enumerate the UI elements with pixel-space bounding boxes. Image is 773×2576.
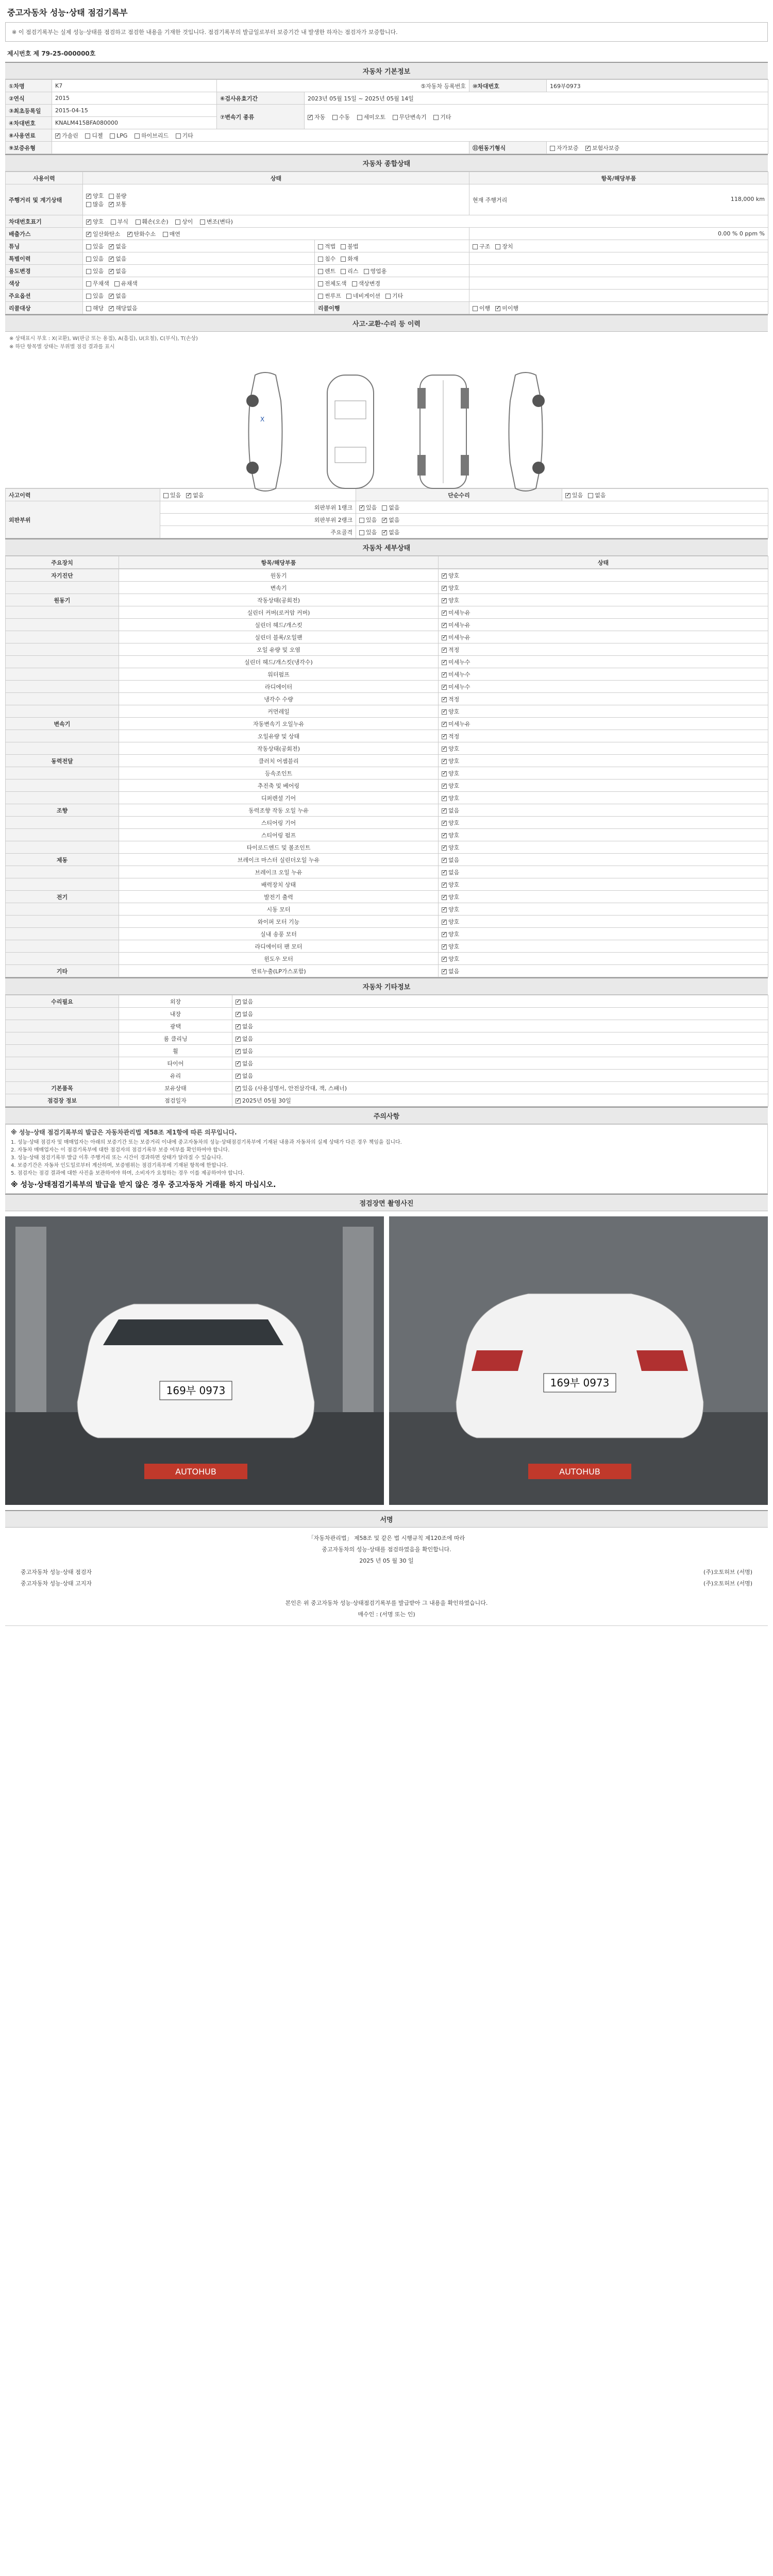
value-emission-reading: 0.00 % 0 ppm % <box>469 228 768 240</box>
label-special-history: 특별이력 <box>6 252 83 265</box>
detail-rows-table <box>5 569 768 977</box>
detail-row <box>6 755 768 767</box>
svg-text:X: X <box>260 416 265 423</box>
detail-group: 원동기 <box>6 594 119 606</box>
detail-group: 자기진단 <box>6 569 119 582</box>
detail-item: 와이퍼 모터 기능 <box>119 916 439 928</box>
detail-item: 스티어링 기어 <box>119 817 439 829</box>
overall-state-table: 사용이력 상태 항목/해당부품 주행거리 및 계기상태 ✓양호 불량 많음✓ 보통 현재 주행거리 118,000 km 차대번호표기 ✓ 양호 부식 훼손(오손) 상이 변조(변타) 배출가스 ✓ 일산화탄소 ✓ 탄화수소 매연 0.00 % 0 ppm % 튜닝 있음✓ 없음 적법 불법 구조 장치 특별이력 있음✓ 없음 침수 화재 용도변경 있음✓ 없음 렌트 리스 영업용 색상 무채색 유채색 전체도색 색상변경 주요옵션 있음✓ 없음 썬루프 네비게이션 기타 리콜대상 해당✓ 해당없음 리콜이행 이행✓ 미이행 <box>5 172 768 314</box>
detail-row <box>6 681 768 693</box>
other-item: 룸 클리닝 <box>119 1032 232 1045</box>
value-mileage: 현재 주행거리 118,000 km <box>469 184 768 215</box>
detail-item: 오일 유량 및 오염 <box>119 643 439 656</box>
other-group <box>6 1008 119 1020</box>
section-notes: 주의사항 <box>5 1107 768 1124</box>
state-cell: ✓ 적정 <box>439 730 768 742</box>
car-frame-view-icon <box>407 370 479 494</box>
section-detail-state: 자동차 세부상태 <box>5 538 768 556</box>
other-item: 내장 <box>119 1008 232 1020</box>
value-vin-mark: ✓ 양호 부식 훼손(오손) 상이 변조(변타) <box>83 215 768 228</box>
detail-row <box>6 779 768 792</box>
front-plate: 169부 0973 <box>166 1384 226 1397</box>
other-group <box>6 1045 119 1057</box>
document-body <box>5 0 768 1626</box>
car-left-side-icon <box>234 370 296 494</box>
detail-item: 클러치 어셈블리 <box>119 755 439 767</box>
detail-group <box>6 817 119 829</box>
other-group <box>6 1032 119 1045</box>
detail-item: 냉각수 수량 <box>119 693 439 705</box>
label-reg-number: ⑩차대번호 <box>469 80 547 92</box>
detail-item: 동력조향 작동 오일 누유 <box>119 804 439 817</box>
detail-item: 실린더 커버(로커암 커버) <box>119 606 439 619</box>
section-overall-state: 자동차 종합상태 <box>5 154 768 172</box>
detail-row <box>6 928 768 940</box>
detail-group <box>6 668 119 681</box>
label-vin-mark: 차대번호표기 <box>6 215 83 228</box>
detail-item: 작동상태(공회전) <box>119 742 439 755</box>
value-vin: KNALM415BFA080000 <box>52 117 217 129</box>
state-cell: ✓ 양호 <box>439 779 768 792</box>
detail-item: 등속조인트 <box>119 767 439 779</box>
other-item: 점검일자 <box>119 1094 232 1107</box>
state-cell: ✓ 없음 <box>232 1070 768 1082</box>
detail-row <box>6 594 768 606</box>
value-transmission: ✓ 자동 수동 세미오토 무단변속기 기타 <box>305 105 768 129</box>
detail-item: 윈도우 모터 <box>119 953 439 965</box>
section-other: 자동차 기타정보 <box>5 977 768 995</box>
state-cell: ✓ 양호 <box>439 569 768 582</box>
other-item: 타이어 <box>119 1057 232 1070</box>
detail-row <box>6 916 768 928</box>
value-year: 2015 <box>52 92 217 105</box>
state-cell: ✓ 미세누수 <box>439 681 768 693</box>
value-mileage-state: ✓양호 불량 많음✓ 보통 <box>83 184 469 215</box>
rear-lift-brand: AUTOHUB <box>559 1467 600 1477</box>
state-cell: ✓ 양호 <box>439 594 768 606</box>
detail-item: 연료누출(LP가스포함) <box>119 965 439 977</box>
signature-block: 「자동차관리법」 제58조 및 같은 법 시행규칙 제120조에 따라 중고자동차의 성능·상태를 점검하였음을 확인합니다. 2025 년 05 월 30 일 중고자동차 성능·상태 점검자 (주)오토허브 (서명) 중고자동차 성능·상태 고지자 (주)오토허브 (서명) 본인은 위 중고자동차 성능·상태점검기록부를 발급받아 그 내용을 확인하였습니다. 매수인 : (서명 또는 인) <box>5 1528 768 1626</box>
state-cell: ✓ 없음 <box>232 995 768 1008</box>
accident-table: 사고이력 있음✓ 없음 단순수리 ✓ 있음 없음 외판부위 외판부위 1랭크 ✓ 있음 없음 외판부위 2랭크 있음✓ 없음 주요골격 있음✓ 없음 <box>5 488 768 538</box>
detail-item: 작동상태(공회전) <box>119 594 439 606</box>
other-row <box>6 1057 768 1070</box>
other-row <box>6 1032 768 1045</box>
detail-group <box>6 643 119 656</box>
state-cell: ✓ 없음 <box>439 965 768 977</box>
detail-row <box>6 668 768 681</box>
detail-item: 원동기 <box>119 569 439 582</box>
detail-item: 실내 송풍 모터 <box>119 928 439 940</box>
state-cell: ✓ 없음 <box>232 1008 768 1020</box>
detail-group <box>6 953 119 965</box>
detail-item: 브레이크 마스터 실린더오일 누유 <box>119 854 439 866</box>
detail-row <box>6 767 768 779</box>
detail-row <box>6 965 768 977</box>
label-warranty: ⑨보증유형 <box>6 142 52 154</box>
detail-group <box>6 928 119 940</box>
other-item: 광택 <box>119 1020 232 1032</box>
label-year: ②연식 <box>6 92 52 105</box>
detail-row <box>6 940 768 953</box>
other-row <box>6 1082 768 1094</box>
detail-row <box>6 878 768 891</box>
front-lift-brand: AUTOHUB <box>175 1467 216 1477</box>
section-photos: 점검장면 촬영사진 <box>5 1194 768 1211</box>
state-cell: ✓ 미세누유 <box>439 718 768 730</box>
detail-group <box>6 940 119 953</box>
state-cell: ✓ 양호 <box>439 940 768 953</box>
detail-row <box>6 854 768 866</box>
detail-item: 변속기 <box>119 582 439 594</box>
label-color: 색상 <box>6 277 83 290</box>
state-cell: ✓ 없음 <box>232 1057 768 1070</box>
label-transmission: ⑦변속기 종류 <box>217 105 305 129</box>
detail-row <box>6 705 768 718</box>
car-diagram <box>5 354 768 488</box>
state-cell: ✓ 없음 <box>439 854 768 866</box>
state-cell: ✓ 미세누수 <box>439 656 768 668</box>
detail-item: 스티어링 펌프 <box>119 829 439 841</box>
label-recall: 리콜대상 <box>6 302 83 314</box>
other-table <box>5 995 768 1107</box>
other-row <box>6 1045 768 1057</box>
detail-group <box>6 792 119 804</box>
detail-row <box>6 656 768 668</box>
state-cell: ✓ 양호 <box>439 742 768 755</box>
state-cell: ✓ 적정 <box>439 693 768 705</box>
detail-row <box>6 742 768 755</box>
other-group <box>6 1070 119 1082</box>
label-mileage: 주행거리 및 계기상태 <box>6 184 83 215</box>
header-state: 상태 <box>83 172 469 184</box>
detail-item: 디퍼렌셜 기어 <box>119 792 439 804</box>
detail-item: 실린더 헤드/개스킷 <box>119 619 439 631</box>
front-photo <box>5 1216 384 1505</box>
detail-group <box>6 878 119 891</box>
state-cell: ✓ 양호 <box>439 928 768 940</box>
state-cell: ✓ 양호 <box>439 792 768 804</box>
detail-group <box>6 829 119 841</box>
label-inspect-period: ⑥검사유효기간 <box>217 92 305 105</box>
other-row <box>6 1070 768 1082</box>
state-cell: ✓ 없음 <box>232 1020 768 1032</box>
car-right-side-icon <box>495 370 557 494</box>
other-group <box>6 1057 119 1070</box>
value-reg-number: 169부0973 <box>547 80 768 92</box>
state-cell: ✓ 양호 <box>439 841 768 854</box>
state-cell: ✓ 양호 <box>439 582 768 594</box>
detail-group <box>6 767 119 779</box>
detail-row <box>6 792 768 804</box>
state-cell: ✓ 양호 <box>439 705 768 718</box>
diagram-legend: ※ 상태표시 부호 : X(교환), W(판금 또는 용접), A(흠집), U(요철), C(부식), T(손상) ※ 하단 항목별 상태는 부위별 점검 결과를 표시 <box>9 336 198 350</box>
detail-row <box>6 619 768 631</box>
section-signature: 서명 <box>5 1510 768 1528</box>
state-cell: ✓ 양호 <box>439 916 768 928</box>
detail-group <box>6 582 119 594</box>
label-car-name: ①차명 <box>6 80 52 92</box>
detail-row <box>6 606 768 619</box>
detail-group <box>6 903 119 916</box>
state-cell: ✓ 있음 (사용설명서, 안전삼각대, 잭, 스패너) <box>232 1082 768 1094</box>
value-engine-type: 자가보증 ✓ 보험사보증 <box>547 142 768 154</box>
detail-group: 기타 <box>6 965 119 977</box>
detail-row <box>6 718 768 730</box>
label-use-change: 용도변경 <box>6 265 83 277</box>
other-item: 보유상태 <box>119 1082 232 1094</box>
state-cell: ✓ 미세누유 <box>439 606 768 619</box>
detail-row <box>6 903 768 916</box>
detail-group <box>6 742 119 755</box>
registration-number: 제시번호 제 79-25-000000호 <box>7 50 96 57</box>
other-item: 휠 <box>119 1045 232 1057</box>
detail-row <box>6 817 768 829</box>
detail-group: 제동 <box>6 854 119 866</box>
detail-group <box>6 841 119 854</box>
detail-row <box>6 829 768 841</box>
label-fuel: ⑧사용연료 <box>6 129 52 142</box>
value-emission: ✓ 일산화탄소 ✓ 탄화수소 매연 <box>83 228 469 240</box>
detail-item: 타이로드엔드 및 볼조인트 <box>119 841 439 854</box>
detail-item: 오일유량 및 상태 <box>119 730 439 742</box>
state-cell: ✓ 2025년 05월 30일 <box>232 1094 768 1107</box>
value-car-name: K7 <box>52 80 217 92</box>
state-cell: ✓ 양호 <box>439 903 768 916</box>
notice-box: ※ 이 점검기록부는 실제 성능·상태를 점검하고 점검한 내용을 기재한 것입니다. 점검기록부의 발급일로부터 보증기간 내 발생한 하자는 점검자가 보증합니다. <box>5 22 768 42</box>
detail-item: 라디에이터 <box>119 681 439 693</box>
state-cell: ✓ 적정 <box>439 643 768 656</box>
detail-row <box>6 953 768 965</box>
header-detail: 항목/해당부품 <box>469 172 768 184</box>
detail-group <box>6 730 119 742</box>
basic-info-table <box>5 79 768 154</box>
detail-group <box>6 656 119 668</box>
detail-group: 조향 <box>6 804 119 817</box>
other-item: 외장 <box>119 995 232 1008</box>
state-cell: ✓ 양호 <box>439 953 768 965</box>
value-inspect-period: 2023년 05월 15일 ~ 2025년 05월 14일 <box>305 92 768 105</box>
other-group: 점검장 정보 <box>6 1094 119 1107</box>
state-cell: ✓ 양호 <box>439 891 768 903</box>
state-cell: ✓ 없음 <box>439 804 768 817</box>
detail-item: 실린더 블록/오일팬 <box>119 631 439 643</box>
detail-item: 발전기 출력 <box>119 891 439 903</box>
state-cell: ✓ 양호 <box>439 829 768 841</box>
state-cell: ✓ 양호 <box>439 767 768 779</box>
document-title: 중고자동차 성능·상태 점검기록부 <box>7 8 128 18</box>
other-group: 수리필요 <box>6 995 119 1008</box>
state-cell: ✓ 미세누유 <box>439 619 768 631</box>
label-emission: 배출가스 <box>6 228 83 240</box>
detail-group: 변속기 <box>6 718 119 730</box>
detail-group <box>6 705 119 718</box>
label-car-number: ⑤자동차 등록번호 <box>217 80 469 92</box>
label-options: 주요옵션 <box>6 290 83 302</box>
label-tuning: 튜닝 <box>6 240 83 252</box>
detail-group <box>6 606 119 619</box>
state-cell: ✓ 미세누유 <box>439 631 768 643</box>
label-engine-type: ⑪원동기형식 <box>469 142 547 154</box>
detail-item: 배력장치 상태 <box>119 878 439 891</box>
car-top-view-icon <box>314 370 386 494</box>
detail-row <box>6 631 768 643</box>
detail-row <box>6 866 768 878</box>
detail-group <box>6 916 119 928</box>
detail-group <box>6 681 119 693</box>
state-cell: ✓ 없음 <box>232 1032 768 1045</box>
detail-row <box>6 569 768 582</box>
state-cell: ✓ 없음 <box>439 866 768 878</box>
photos-row <box>5 1211 768 1510</box>
other-item: 유리 <box>119 1070 232 1082</box>
detail-item: 브레이크 오일 누유 <box>119 866 439 878</box>
detail-state-table: 주요장치 항목/해당부품 상태 <box>5 556 768 569</box>
value-fuel: ✓ 가솔린 디젤 LPG 하이브리드 기타 <box>52 129 768 142</box>
state-cell: ✓ 양호 <box>439 755 768 767</box>
detail-item: 커먼레일 <box>119 705 439 718</box>
detail-group <box>6 631 119 643</box>
detail-item: 추진축 및 베어링 <box>119 779 439 792</box>
rear-photo <box>389 1216 768 1505</box>
detail-group: 동력전달 <box>6 755 119 767</box>
detail-item: 자동변속기 오일누유 <box>119 718 439 730</box>
value-first-reg: 2015-04-15 <box>52 105 217 117</box>
detail-row <box>6 693 768 705</box>
other-row <box>6 1020 768 1032</box>
detail-row <box>6 841 768 854</box>
other-group: 기본품목 <box>6 1082 119 1094</box>
state-cell: ✓ 양호 <box>439 878 768 891</box>
value-warranty <box>52 142 469 154</box>
detail-row <box>6 582 768 594</box>
detail-row <box>6 730 768 742</box>
label-first-reg: ③최초등록일 <box>6 105 52 117</box>
label-vin: ④차대번호 <box>6 117 52 129</box>
detail-group <box>6 619 119 631</box>
detail-item: 시동 모터 <box>119 903 439 916</box>
state-cell: ✓ 미세누수 <box>439 668 768 681</box>
other-row <box>6 1008 768 1020</box>
detail-item: 라디에이터 팬 모터 <box>119 940 439 953</box>
detail-row <box>6 804 768 817</box>
other-row <box>6 995 768 1008</box>
detail-row <box>6 891 768 903</box>
detail-group <box>6 779 119 792</box>
state-cell: ✓ 양호 <box>439 817 768 829</box>
rear-plate: 169부 0973 <box>550 1377 610 1389</box>
other-group <box>6 1020 119 1032</box>
detail-item: 워터펌프 <box>119 668 439 681</box>
detail-group: 전기 <box>6 891 119 903</box>
detail-group <box>6 866 119 878</box>
section-accident: 사고·교환·수리 등 이력 <box>5 314 768 332</box>
state-cell: ✓ 없음 <box>232 1045 768 1057</box>
detail-item: 실린더 헤드/개스킷(냉각수) <box>119 656 439 668</box>
detail-group <box>6 693 119 705</box>
notes-box: ※ 성능·상태 점검기록부의 발급은 자동차관리법 제58조 제1항에 따른 의무입니다. 1. 성능·상태 점검자 및 매매업자는 아래의 보증기간 또는 보증거리 이내에 중고자동차의 성능·상태점검기록부에 기재된 내용과 자동차의 실제 상태가 다른 경우 책임을 집니다. 2. 자동차 매매업자는 이 점검기록부에 대한 점검자의 점검기록부 보증 여부를 확인하여야 합니다. 3. 성능·상태 점검기록부 발급 이후 주행거리 또는 시간이 경과하면 상태가 달라질 수 있습니다. 4. 보증기간은 자동차 인도일로부터 계산하며, 보증범위는 점검기록부에 기재된 항목에 한합니다. 5. 점검자는 점검 결과에 대한 사진을 보관하여야 하며, 소비자가 요청하는 경우 이를 제공하여야 합니다. ※ 성능·상태점검기록부의 발급을 받지 않은 경우 중고자동차 거래를 하지 마십시오. <box>5 1124 768 1194</box>
detail-row <box>6 643 768 656</box>
other-row <box>6 1094 768 1107</box>
section-basic-info: 자동차 기본정보 <box>5 62 768 79</box>
header-item: 사용이력 <box>6 172 83 184</box>
